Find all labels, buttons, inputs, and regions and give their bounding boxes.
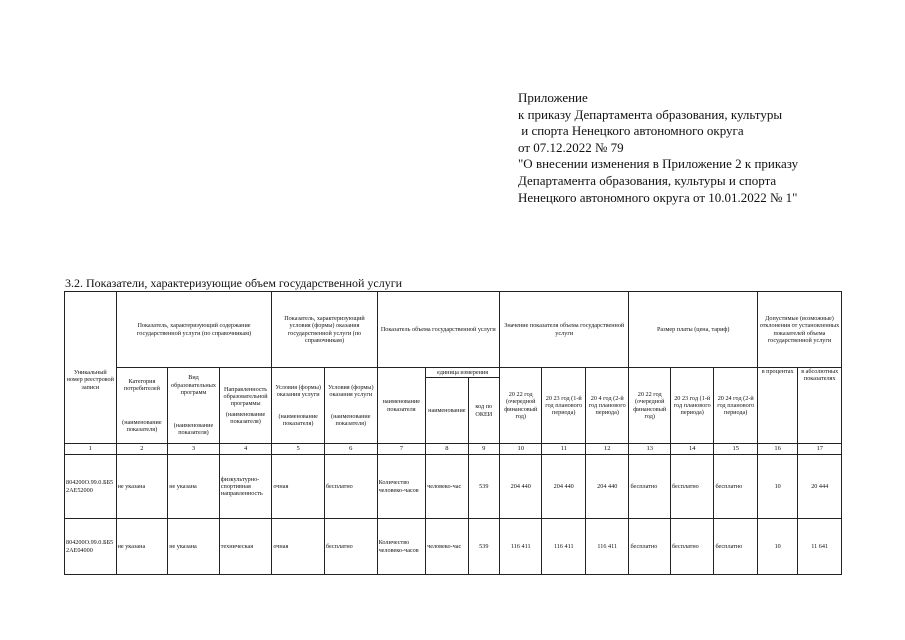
header-row-2 xyxy=(65,368,842,378)
header-col8: наименование xyxy=(426,378,468,444)
cell-form: очная xyxy=(272,455,325,519)
header-conditions-group: Показатель, характеризующий условия (формы) оказания государственной услуги (по справочникам) xyxy=(272,292,377,368)
table-row xyxy=(65,519,842,575)
column-number: 10 xyxy=(499,444,541,455)
cell-program-focus: техническая xyxy=(219,519,272,575)
header-col2-cell xyxy=(116,368,168,444)
column-number: 16 xyxy=(757,444,797,455)
cell-program-type: не указана xyxy=(168,455,220,519)
appendix-line: Приложение xyxy=(518,90,588,105)
cell-fee-2024: бесплатно xyxy=(714,519,758,575)
header-deviation-group: Допустимые (возможные) отклонения от установленных показателей объема государственной услуги xyxy=(757,292,841,368)
column-number: 11 xyxy=(542,444,586,455)
header-content-group: Показатель, характеризующий содержание государственной услуги (по справочникам) xyxy=(116,292,272,368)
appendix-line: Департамента образования, культуры и спорта xyxy=(518,172,777,188)
cell-value-2024: 116 411 xyxy=(585,519,629,575)
cell-okei-code: 539 xyxy=(468,455,499,519)
cell-form: очная xyxy=(272,519,325,575)
header-value-group: Значение показателя объема государственной услуги xyxy=(499,292,629,368)
header-col6: Условия (формы) оказания услуги xyxy=(328,383,374,399)
column-number: 14 xyxy=(670,444,714,455)
cell-fee-2022: бесплатно xyxy=(629,455,670,519)
cell-value-2023: 116 411 xyxy=(542,519,586,575)
cell-register-number: 804200О.99.0.ББ52АЕ04000 xyxy=(65,519,117,575)
header-col9: код по ОКЕИ xyxy=(468,378,499,444)
appendix-header xyxy=(518,90,898,206)
appendix-line: Ненецкого автономного округа от 10.01.2022 № 1" xyxy=(518,189,798,205)
header-col11: 20 23 год (1-й год планового периода) xyxy=(542,368,586,444)
header-name-sub: (наименование показателя) xyxy=(122,418,162,433)
cell-payment-condition: бесплатно xyxy=(324,455,377,519)
appendix-line: "О внесении изменения в Приложение 2 к приказу xyxy=(518,156,799,172)
header-name-sub: (наименование показателя) xyxy=(225,410,266,425)
cell-okei-code: 539 xyxy=(468,519,499,575)
header-col10: 20 22 год (очередной финансовый год) xyxy=(499,368,541,444)
column-number: 6 xyxy=(324,444,377,455)
cell-program-focus: физкультурно-спортивная направленность xyxy=(219,455,272,519)
header-name-sub: (наименование показателя) xyxy=(331,412,371,427)
header-col4-cell xyxy=(219,368,272,444)
cell-unit-name: человеко-час xyxy=(426,455,468,519)
cell-fee-2022: бесплатно xyxy=(629,519,670,575)
cell-value-2024: 204 440 xyxy=(585,455,629,519)
header-row-1 xyxy=(65,292,842,368)
header-col3: Вид образовательных программ xyxy=(171,374,216,396)
header-name-sub: (наименование показателя) xyxy=(173,422,214,437)
column-number: 1 xyxy=(65,444,117,455)
column-number: 7 xyxy=(377,444,426,455)
header-col5: Условия (формы) оказания услуги xyxy=(275,383,321,399)
column-number: 2 xyxy=(116,444,168,455)
column-number: 8 xyxy=(426,444,468,455)
cell-fee-2023: бесплатно xyxy=(670,519,714,575)
cell-deviation-percent: 10 xyxy=(757,519,797,575)
header-name-sub: (наименование показателя) xyxy=(278,412,318,427)
volume-indicators-table xyxy=(64,291,842,575)
column-number: 13 xyxy=(629,444,670,455)
section-title: 3.2. Показатели, характеризующие объем государственной услуги xyxy=(65,276,403,290)
column-number: 17 xyxy=(798,444,842,455)
header-col2: Категория потребителей xyxy=(123,377,160,393)
cell-program-type: не указана xyxy=(168,519,220,575)
cell-indicator-name: Количество человеко-часов xyxy=(377,455,426,519)
header-col15: 20 24 год (2-й год планового периода) xyxy=(714,368,758,444)
header-col6-cell xyxy=(324,368,377,444)
header-fee-group: Размер платы (цена, тариф) xyxy=(629,292,757,368)
cell-value-2022: 116 411 xyxy=(499,519,541,575)
cell-fee-2024: бесплатно xyxy=(714,455,758,519)
column-number: 3 xyxy=(168,444,220,455)
cell-fee-2023: бесплатно xyxy=(670,455,714,519)
appendix-line: от 07.12.2022 № 79 xyxy=(518,139,624,155)
header-volume-group: Показатель объема государственной услуги xyxy=(377,292,499,368)
header-col17: в абсолютных показателях xyxy=(798,368,842,444)
cell-deviation-absolute: 11 641 xyxy=(798,519,842,575)
cell-deviation-percent: 10 xyxy=(757,455,797,519)
cell-consumer-category: не указана xyxy=(116,455,168,519)
header-col13: 20 22 год (очередной финансовый год) xyxy=(629,368,670,444)
column-number: 15 xyxy=(714,444,758,455)
cell-payment-condition: бесплатно xyxy=(324,519,377,575)
cell-register-number: 804200О.99.0.ББ52АЕ52000 xyxy=(65,455,117,519)
appendix-line: к приказу Департамента образования, культуры xyxy=(518,106,783,122)
cell-unit-name: человеко-час xyxy=(426,519,468,575)
header-col5-cell xyxy=(272,368,325,444)
appendix-line: и спорта Ненецкого автономного округа xyxy=(518,123,744,139)
header-col16: в процентах xyxy=(757,368,797,444)
column-number: 4 xyxy=(219,444,272,455)
cell-consumer-category: не указана xyxy=(116,519,168,575)
table-row xyxy=(65,455,842,519)
header-unit-group: единица измерения xyxy=(426,368,500,378)
header-col4: Направленность образовательной программы xyxy=(223,385,268,408)
cell-value-2023: 204 440 xyxy=(542,455,586,519)
column-number: 5 xyxy=(272,444,325,455)
header-unique-number: Уникальный номер реестровой записи xyxy=(65,292,117,444)
column-number: 12 xyxy=(585,444,629,455)
column-number: 9 xyxy=(468,444,499,455)
header-col3-cell xyxy=(168,368,220,444)
header-col7: наименование показателя xyxy=(377,368,426,444)
cell-value-2022: 204 440 xyxy=(499,455,541,519)
column-number-row xyxy=(65,444,842,455)
header-col12: 20 4 год (2-й год планового периода) xyxy=(585,368,629,444)
cell-indicator-name: Количество человеко-часов xyxy=(377,519,426,575)
cell-deviation-absolute: 20 444 xyxy=(798,455,842,519)
header-col14: 20 23 год (1-й год планового периода) xyxy=(670,368,714,444)
